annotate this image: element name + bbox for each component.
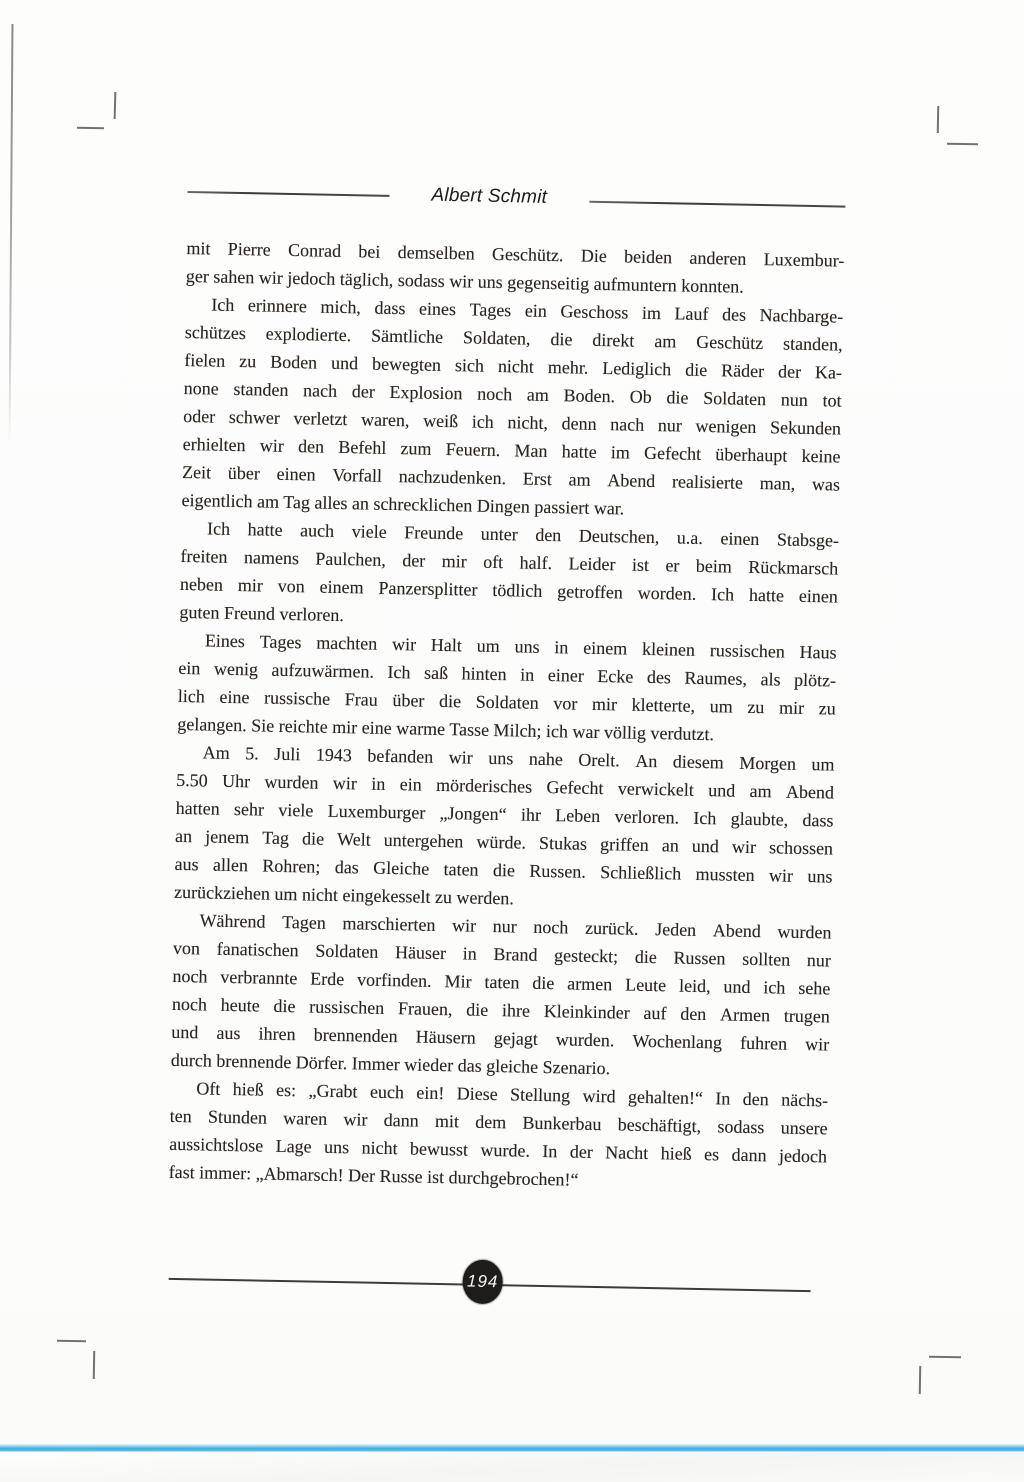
- text-line: hatten sehr viele Luxemburger „Jongen“ ihr Leben verloren. Ich glaubte, dass: [175, 797, 834, 831]
- paragraph: [181, 290, 843, 527]
- header-rule-left: [188, 191, 390, 197]
- text-line: none standen nach der Explosion noch am Boden. Ob die Soldaten nun tot: [183, 377, 842, 411]
- text-line: eigentlich am Tag alles an schrecklichen Dingen passiert war.: [181, 489, 625, 519]
- bottom-margin-area: [0, 1452, 1024, 1482]
- text-line: zurückziehen um nicht eingekesselt zu werden.: [173, 881, 515, 909]
- paragraph: [177, 626, 837, 751]
- text-line: ein wenig aufzuwärmen. Ich saß hinten in einer Ecke des Raumes, als plötz-: [178, 657, 837, 691]
- crop-mark-bottom-left-vertical: [93, 1351, 95, 1379]
- text-line: Oft hieß es: „Grabt euch ein! Diese Stellung wird gehalten!“ In den nächs-: [196, 1078, 829, 1111]
- text-line: durch brennende Dörfer. Immer wieder das gleiche Szenario.: [170, 1049, 611, 1079]
- crop-mark-top-right-horizontal: [947, 143, 978, 146]
- running-header: [187, 176, 845, 219]
- text-line: erhielten wir den Befehl zum Feuern. Man hatte im Gefecht überhaupt keine: [182, 433, 841, 467]
- paragraph: [168, 1074, 828, 1199]
- text-line: aussichtslose Lage uns nicht bewusst wurde. In der Nacht hieß es dann jedoch: [169, 1133, 828, 1167]
- text-line: aus allen Rohren; das Gleiche taten die Russen. Schließlich mussten wir uns: [174, 853, 833, 887]
- text-line: fielen zu Boden und bewegten sich nicht mehr. Lediglich die Räder der Ka-: [184, 349, 843, 383]
- text-line: schützes explodierte. Sämtliche Soldaten, die direkt am Geschütz standen,: [184, 321, 843, 355]
- page-number-badge: [462, 1259, 503, 1304]
- text-line: ger sahen wir jedoch täglich, sodass wir uns gegenseitig aufmuntern konnten.: [185, 265, 744, 297]
- text-line: von fanatischen Soldaten Häuser in Brand gesteckt; die Russen sollten nur: [172, 937, 832, 971]
- text-line: Eines Tages machten wir Halt um uns in einem kleinen russischen Haus: [204, 630, 837, 663]
- accent-strip: [0, 1444, 1024, 1452]
- text-line: oder schwer verletzt waren, weiß ich nicht, denn nach nur wenigen Sekunden: [183, 405, 842, 439]
- crop-mark-bottom-left-horizontal: [57, 1340, 86, 1343]
- paragraph: [179, 514, 839, 639]
- paragraph: [171, 906, 832, 1087]
- text-line: 5.50 Uhr wurden wir in ein mörderisches Gefecht verwickelt und am Abend: [176, 769, 835, 803]
- crop-mark-top-left-horizontal: [77, 127, 104, 129]
- page-footer: [166, 1254, 825, 1319]
- body-text: [168, 234, 844, 1198]
- crop-mark-bottom-right-vertical: [919, 1366, 921, 1394]
- page-number: 194: [466, 1271, 499, 1292]
- header-rule-right: [589, 201, 845, 208]
- text-line: lich eine russische Frau über die Soldaten vor mir kletterte, um zu mir zu: [177, 685, 836, 719]
- text-line: noch verbrannte Erde vorfinden. Mir taten die armen Leute leid, und ich sehe: [172, 965, 831, 999]
- text-line: Am 5. Juli 1943 befanden wir uns nahe Orelt. An diesem Morgen um: [202, 742, 835, 775]
- text-line: Während Tagen marschierten wir nur noch zurück. Jeden Abend wurden: [199, 910, 832, 943]
- page-content: [166, 168, 846, 1318]
- crop-mark-top-left-vertical: [114, 92, 117, 119]
- text-line: Zeit über einen Vorfall nachzudenken. Erst am Abend realisierte man, was: [181, 461, 841, 495]
- text-line: an jenem Tag die Welt untergehen würde. Stukas griffen an und wir schossen: [174, 825, 834, 859]
- text-line: ten Stunden waren wir dann mit dem Bunkerbau beschäftigt, sodass unsere: [169, 1105, 828, 1139]
- text-line: fast immer: „Abmarsch! Der Russe ist durchgebrochen!“: [168, 1161, 579, 1190]
- text-line: gelangen. Sie reichte mir eine warme Tasse Milch; ich war völlig verdutzt.: [177, 713, 715, 745]
- crop-mark-bottom-right-horizontal: [929, 1356, 961, 1359]
- paragraph: [174, 738, 835, 919]
- page-title: Albert Schmit: [431, 184, 548, 208]
- text-line: und aus ihren brennenden Häusern gejagt wurden. Wochenlang fuhren wir: [171, 1021, 830, 1055]
- text-line: guten Freund verloren.: [179, 601, 345, 626]
- scan-edge-line: [9, 24, 14, 444]
- text-line: mit Pierre Conrad bei demselben Geschütz. Die beiden anderen Luxembur-: [186, 237, 845, 271]
- text-line: noch heute die russischen Frauen, die ihre Kleinkinder auf den Armen trugen: [171, 993, 831, 1027]
- text-line: neben mir von einem Panzersplitter tödlich getroffen worden. Ich hatte einen: [179, 573, 839, 607]
- crop-mark-top-right-vertical: [937, 106, 939, 133]
- text-line: Ich erinnere mich, dass eines Tages ein Geschoss im Lauf des Nachbarge-: [211, 294, 844, 327]
- text-line: freiten namens Paulchen, der mir oft half. Leider ist er beim Rückmarsch: [180, 545, 839, 579]
- text-line: Ich hatte auch viele Freunde unter den Deutschen, u.a. einen Stabsge-: [206, 518, 840, 551]
